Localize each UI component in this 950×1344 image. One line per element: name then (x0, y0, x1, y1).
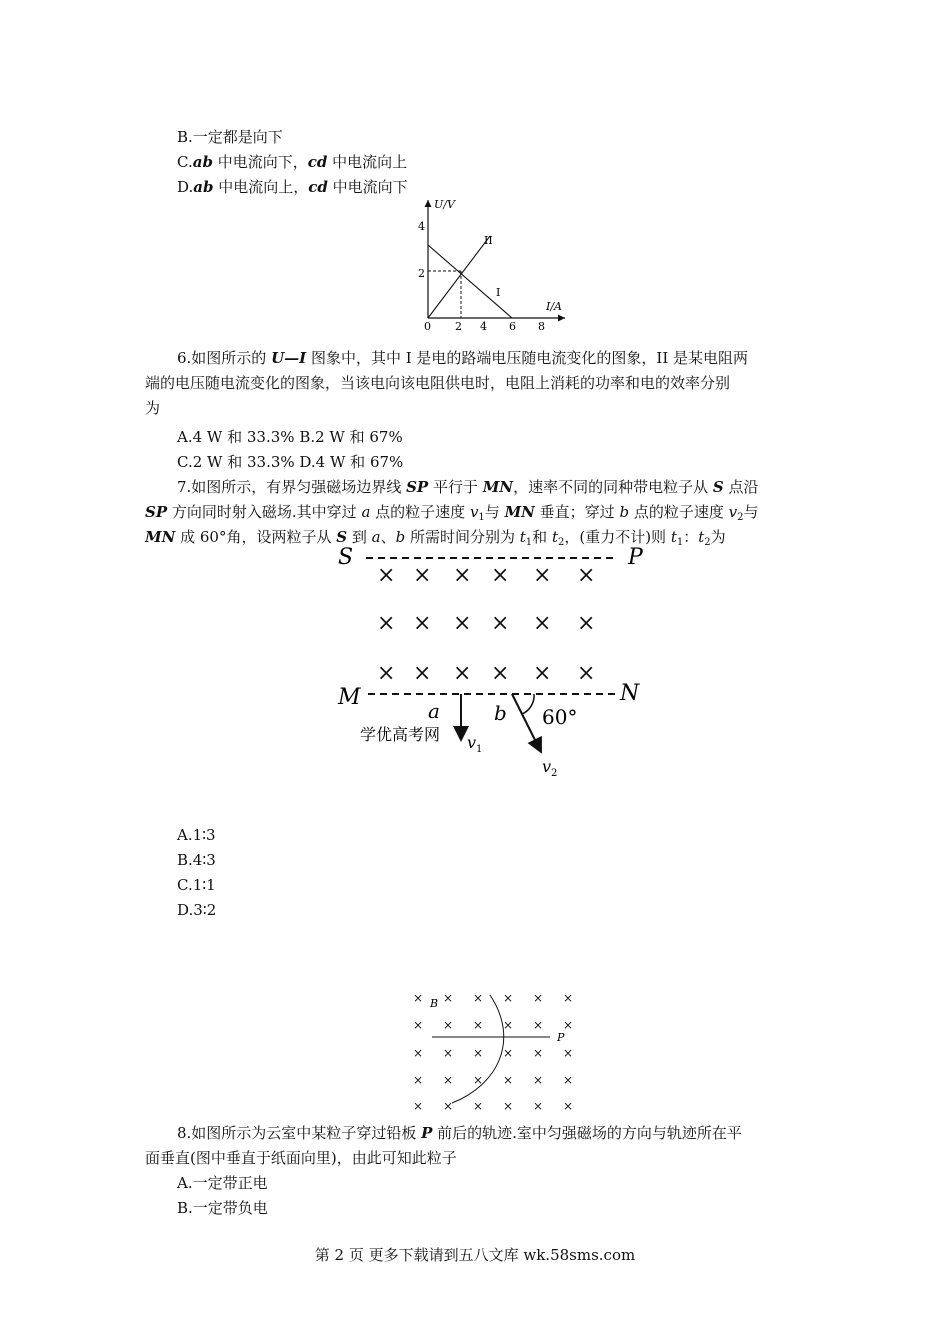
field-cross-mark: × (413, 1099, 424, 1113)
field-cross-mark: × (491, 661, 510, 686)
q7-l3-e: 和 (532, 528, 552, 546)
q7-l3-t1-sub: 1 (525, 537, 533, 548)
field-cross-mark: × (503, 1099, 514, 1113)
field-cross-mark: × (503, 1046, 514, 1060)
q7-label-m: M (338, 685, 361, 710)
field-cross-mark: × (577, 661, 596, 686)
field-cross-mark: × (491, 611, 510, 636)
q7-l3-aa: a (371, 528, 381, 546)
field-cross-mark: × (377, 563, 396, 588)
q5-option-d (177, 177, 408, 197)
field-cross-mark: × (443, 1018, 454, 1032)
q7-figure (330, 540, 660, 785)
q7-v2-arrow (512, 694, 541, 752)
q7-label-p: P (628, 545, 643, 570)
field-cross-mark: × (443, 1046, 454, 1060)
graph-x-tick-8: 8 (538, 320, 545, 333)
q7-l2-a: 方向同时射入磁场.其中穿过 (167, 503, 362, 521)
q7-l2-bb: b (619, 503, 630, 521)
q6-option-c: C.2 W 和 33.3% (177, 453, 295, 471)
field-cross-mark: × (473, 1073, 484, 1087)
q7-l3-r2-sub: 2 (704, 537, 711, 548)
q7-line-1 (177, 477, 759, 497)
q7-l2-f: 与 (743, 503, 759, 521)
field-cross-mark: × (473, 1099, 484, 1113)
field-cross-mark: × (533, 1073, 544, 1087)
q7-l3-r1: t (670, 528, 677, 546)
graph-x-tick-4: 4 (480, 320, 487, 333)
q5-option-c-mid: 中电流向下， (212, 153, 308, 171)
field-cross-mark: × (443, 991, 454, 1005)
field-cross-mark: × (443, 1099, 454, 1113)
field-cross-mark: × (533, 563, 552, 588)
q7-label-angle: 60° (542, 705, 578, 729)
q7-label-v1: $v_1$ (467, 733, 483, 755)
q5-option-c-ab: ab (192, 153, 213, 171)
q7-label-n: N (620, 681, 640, 706)
q7-l3-h: 为 (710, 528, 726, 546)
q5-option-d-cd: cd (308, 178, 328, 196)
q7-l2-v2-sub: 2 (737, 512, 744, 523)
field-cross-mark: × (491, 563, 510, 588)
graph-label-II: II (484, 234, 493, 247)
field-cross-mark: × (503, 991, 514, 1005)
field-cross-mark: × (473, 991, 484, 1005)
field-cross-mark: × (577, 611, 596, 636)
q7-option-b: B.4∶3 (177, 851, 216, 869)
q8-l1-p: P (421, 1124, 433, 1142)
field-cross-mark: × (533, 1099, 544, 1113)
field-cross-mark: × (503, 1018, 514, 1032)
q7-l2-v2: v (728, 503, 738, 521)
field-cross-mark: × (413, 1046, 424, 1060)
q7-l1-mn: MN (482, 478, 514, 496)
q6-line-3: 为 (145, 399, 161, 417)
q7-l2-b: 点的粒子速度 (370, 503, 470, 521)
q8-option-a: A.一定带正电 (177, 1174, 268, 1192)
q5-option-b: B.一定都是向下 (177, 128, 283, 146)
q8-line-2: 面垂直(图中垂直于纸面向里)，由此可知此粒子 (145, 1149, 457, 1167)
q6-option-a: A.4 W 和 33.3% (177, 428, 295, 446)
q7-option-a: A.1∶3 (177, 826, 216, 844)
graph-x-tick-6: 6 (509, 320, 516, 333)
q6-option-b: B.2 W 和 67% (299, 428, 403, 446)
q5-option-c-prefix: C. (177, 153, 193, 171)
q7-angle-arc (522, 694, 534, 714)
q7-l2-sp: SP (145, 503, 168, 521)
q8-label-p: P (557, 1031, 565, 1044)
q7-l2-d: 垂直；穿过 (534, 503, 620, 521)
field-cross-mark: × (577, 563, 596, 588)
field-cross-mark: × (533, 611, 552, 636)
q7-l3-bb: b (395, 528, 406, 546)
q7-l3-a: 成 60°角，设两粒子从 (175, 528, 337, 546)
q5-option-c-cd: cd (307, 153, 328, 171)
q7-l3-r2: t (698, 528, 705, 546)
q8-figure (400, 985, 590, 1115)
graph-line-I (428, 245, 512, 318)
q6-option-d: D.4 W 和 67% (299, 453, 404, 471)
field-cross-mark: × (413, 661, 432, 686)
field-cross-mark: × (533, 661, 552, 686)
field-cross-mark: × (413, 611, 432, 636)
q7-line-2 (145, 502, 758, 528)
field-cross-mark: × (453, 611, 472, 636)
graph-y-tick-2: 2 (418, 267, 425, 280)
field-cross-mark: × (413, 563, 432, 588)
field-cross-mark: × (563, 991, 574, 1005)
q5-option-d-ab: ab (193, 178, 214, 196)
q7-l2-mn: MN (504, 503, 535, 521)
q7-l3-d: 所需时间分别为 (405, 528, 520, 546)
q7-l3-c: 、 (380, 528, 396, 546)
q7-l2-v: v (469, 503, 479, 521)
q7-l1-sp: SP (406, 478, 429, 496)
q6-line-2: 端的电压随电流变化的图象，当该电向该电阻供电时，电阻上消耗的功率和电的效率分别 (145, 374, 731, 392)
q5-option-d-prefix: D. (177, 178, 194, 196)
q5-option-d-end: 中电流向下 (327, 178, 408, 196)
field-cross-mark: × (563, 1046, 574, 1060)
graph-y-label: U/V (434, 198, 455, 211)
q8-option-b: B.一定带负电 (177, 1199, 268, 1217)
field-cross-mark: × (503, 1073, 514, 1087)
q7-l3-r1-sub: 1 (676, 537, 684, 548)
q6-line1-b: 图象中，其中 I 是电的路端电压随电流变化的图象，II 是某电阻两 (306, 349, 749, 367)
q7-l2-aa: a (361, 503, 371, 521)
field-cross-mark: × (563, 1018, 574, 1032)
q8-l1-b: 前后的轨迹.室中匀强磁场的方向与轨迹所在平 (432, 1124, 742, 1142)
q5-option-c-end: 中电流向上 (327, 153, 408, 171)
q7-option-d: D.3∶2 (177, 901, 217, 919)
q7-l3-g: ： (683, 528, 699, 546)
q7-label-a: a (428, 699, 440, 723)
q7-l1-b: 平行于 (428, 478, 483, 496)
field-cross-mark: × (533, 991, 544, 1005)
q6-line-1 (177, 348, 748, 368)
field-cross-mark: × (533, 1046, 544, 1060)
graph-line-II (428, 236, 490, 318)
q7-l1-s: S (712, 478, 724, 496)
field-cross-mark: × (453, 661, 472, 686)
field-cross-mark: × (413, 1073, 424, 1087)
graph-x-tick-0: 0 (424, 320, 431, 333)
field-cross-mark: × (377, 661, 396, 686)
q7-l3-t1: t (519, 528, 526, 546)
field-cross-mark: × (443, 1073, 454, 1087)
field-cross-mark: × (413, 1018, 424, 1032)
q5-option-c (177, 152, 407, 172)
q7-l1-c: ，速率不同的同种带电粒子从 (513, 478, 713, 496)
q7-label-s: S (338, 545, 354, 570)
q6-options-cd (177, 452, 403, 472)
q7-l2-v-sub: 1 (478, 512, 485, 523)
graph-x-label: I/A (546, 300, 562, 313)
field-cross-mark: × (563, 1099, 574, 1113)
field-cross-mark: × (533, 1018, 544, 1032)
q6-line1-a: 6.如图所示的 (177, 349, 272, 367)
q8-line-1 (177, 1123, 742, 1143)
graph-x-tick-2: 2 (455, 320, 462, 333)
q7-l3-mn: MN (145, 528, 176, 546)
graph-label-I: I (496, 286, 501, 299)
q7-l3-t2-sub: 2 (557, 537, 565, 548)
q7-l3-f: ，(重力不计)则 (564, 528, 671, 546)
q7-l2-c: 与 (484, 503, 505, 521)
q5-option-d-mid: 中电流向上， (213, 178, 309, 196)
page-footer: 第 2 页 更多下载请到五八文库 wk.58sms.com (314, 1246, 636, 1264)
field-cross-mark: × (413, 991, 424, 1005)
q8-l1-a: 8.如图所示为云室中某粒子穿过铅板 (177, 1124, 422, 1142)
q7-l3-s: S (336, 528, 348, 546)
field-cross-mark: × (473, 1046, 484, 1060)
q7-label-b: b (494, 701, 507, 725)
q7-l2-e: 点的粒子速度 (629, 503, 729, 521)
q8-label-b: B (430, 997, 439, 1010)
q6-options-ab (177, 427, 403, 447)
q7-l1-a: 7.如图所示，有界匀强磁场边界线 (177, 478, 407, 496)
q7-option-c: C.1∶1 (177, 876, 216, 894)
q7-l3-t2: t (551, 528, 558, 546)
q7-watermark: 学优高考网 (360, 725, 441, 744)
field-cross-mark: × (563, 1073, 574, 1087)
field-cross-mark: × (453, 563, 472, 588)
ui-graph (400, 192, 580, 334)
field-cross-mark: × (473, 1018, 484, 1032)
q6-line1-ui: U—I (271, 349, 307, 367)
q7-l3-b: 到 (347, 528, 372, 546)
q7-l1-d: 点沿 (723, 478, 759, 496)
q7-label-v2: $v_2$ (542, 757, 558, 779)
graph-y-tick-4: 4 (418, 220, 425, 233)
field-cross-mark: × (377, 611, 396, 636)
q7-field-marks (377, 563, 595, 686)
